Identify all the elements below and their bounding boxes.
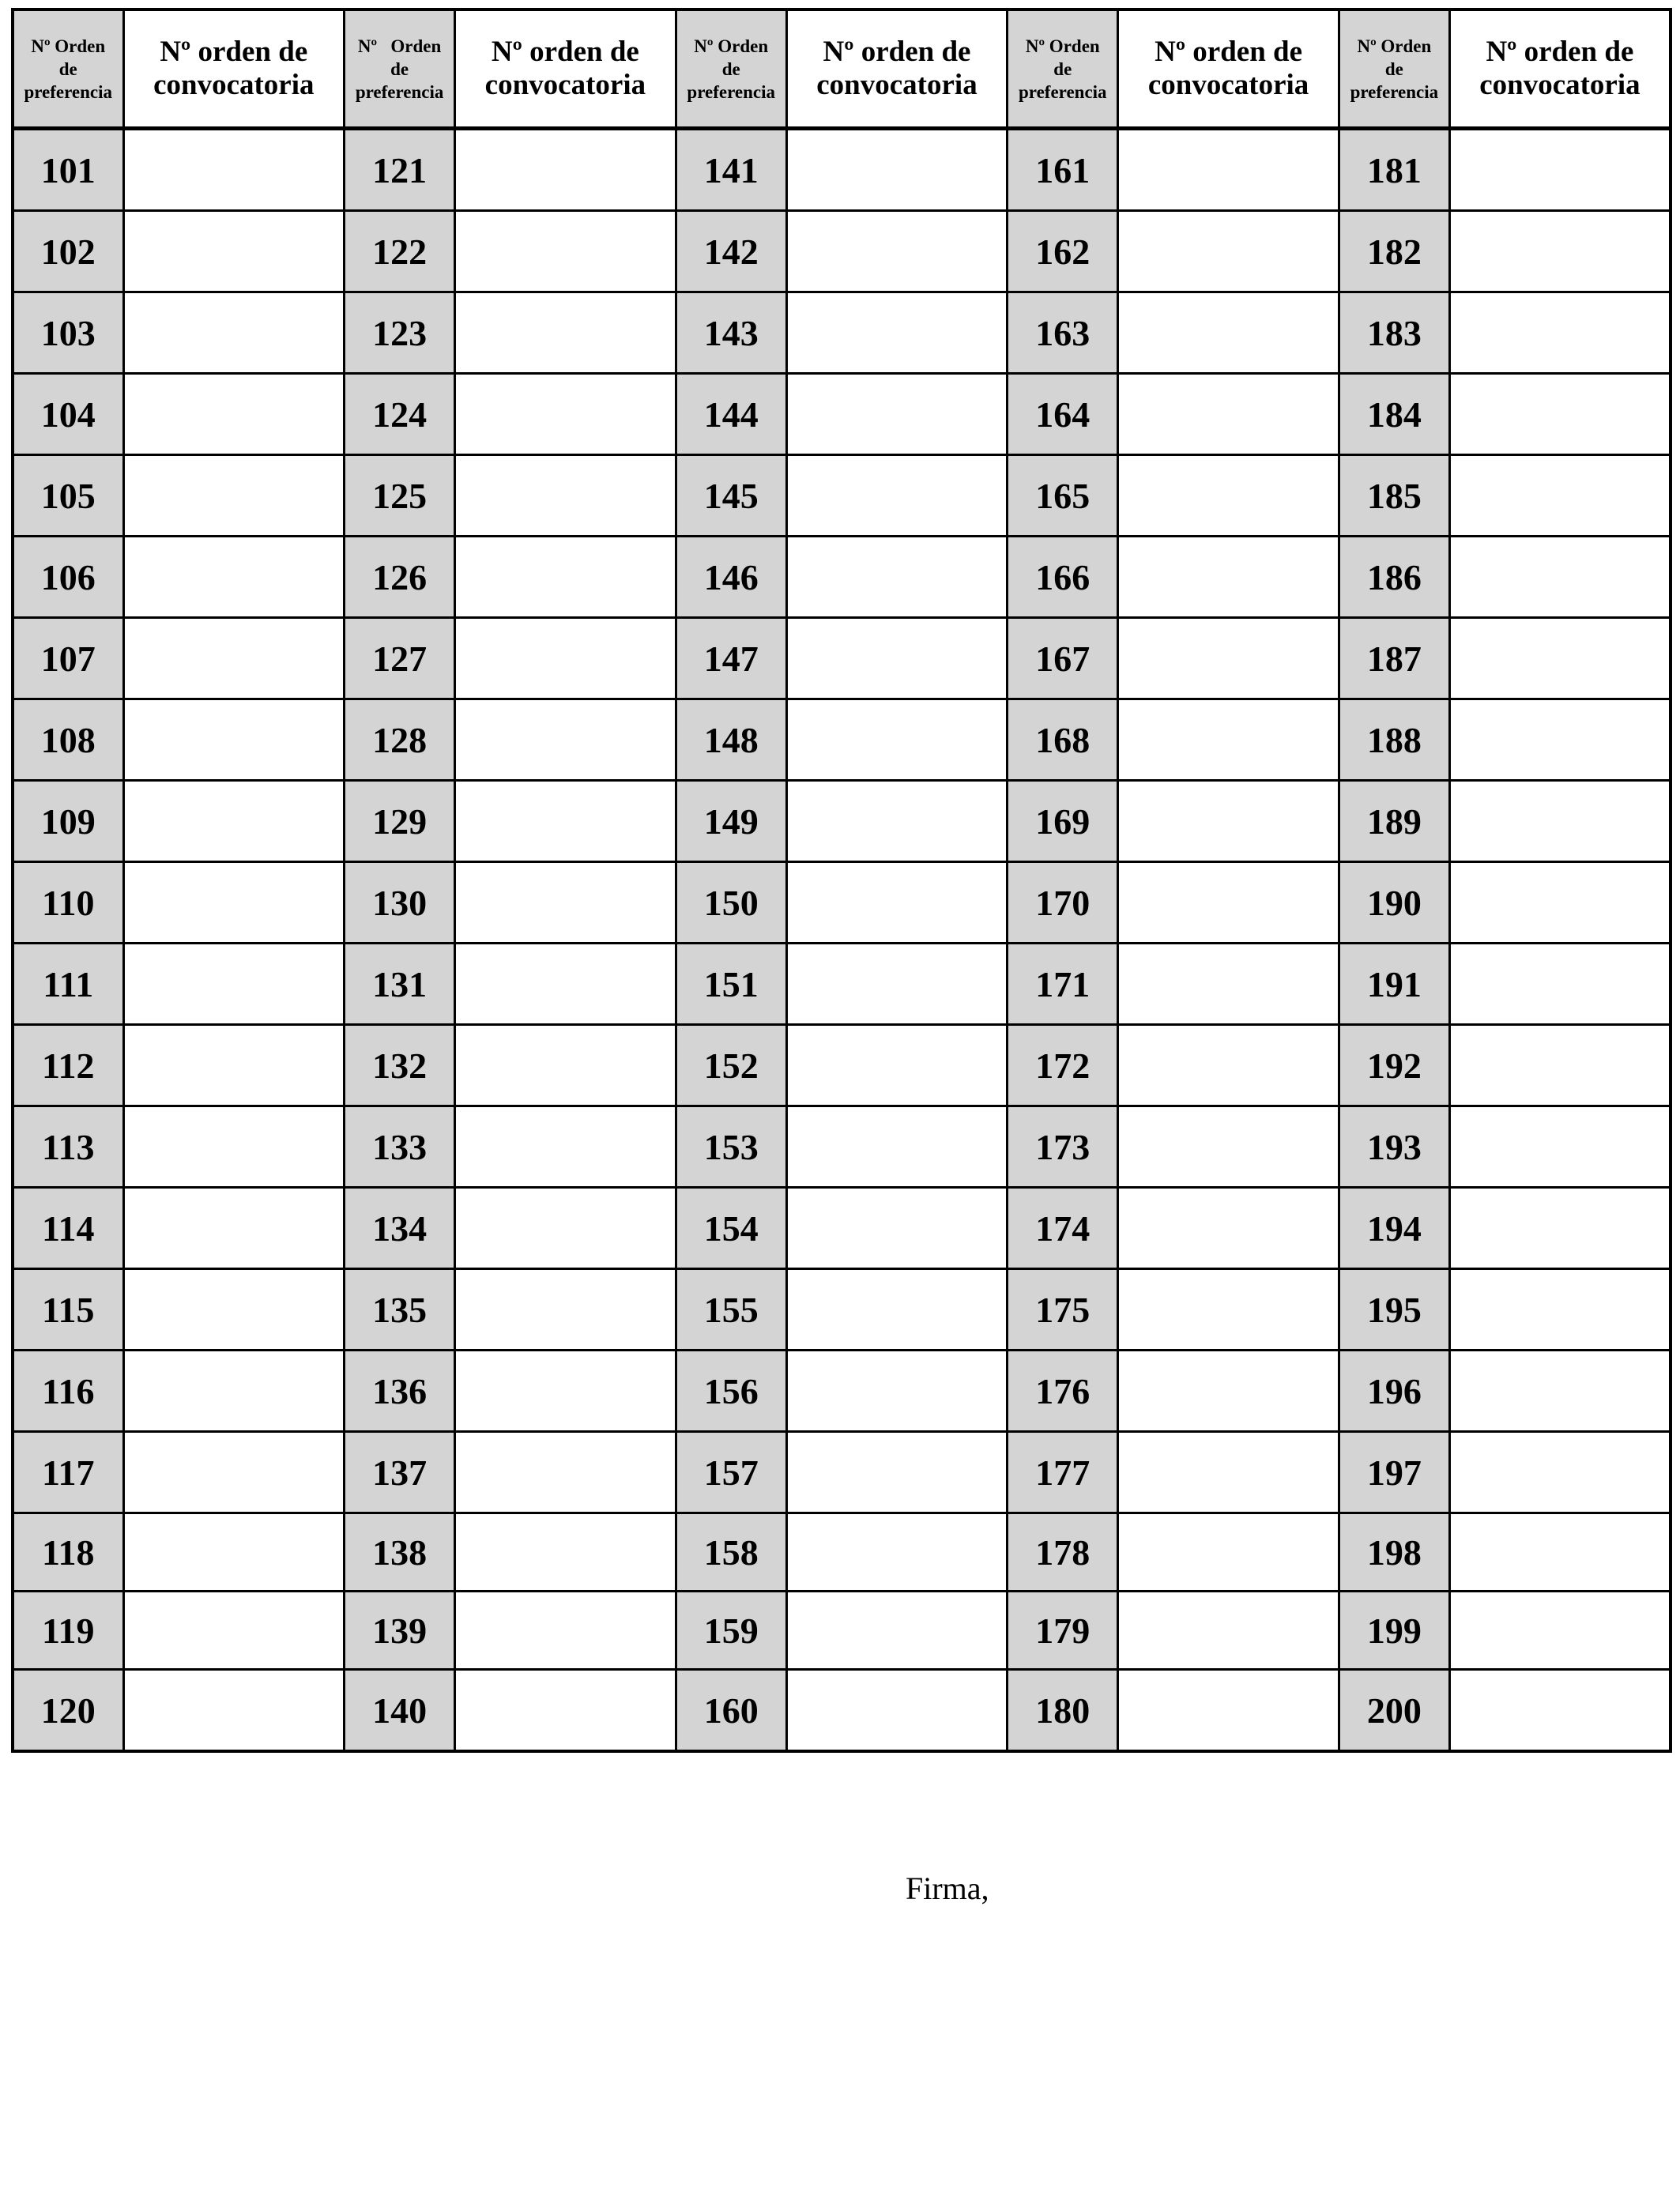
preference-number-cell: 136 — [345, 1351, 455, 1432]
preference-number-cell: 103 — [13, 292, 123, 374]
table-header — [13, 9, 1671, 129]
convocatoria-entry-cell[interactable] — [1449, 292, 1671, 374]
preference-number-cell: 122 — [345, 211, 455, 292]
convocatoria-entry-cell[interactable] — [1118, 1670, 1339, 1752]
preference-number-cell: 194 — [1339, 1188, 1449, 1269]
header-line: Nº Orden — [694, 36, 769, 56]
convocatoria-entry-cell[interactable] — [123, 211, 345, 292]
preference-number-cell: 104 — [13, 374, 123, 455]
header-line: convocatoria — [816, 69, 977, 101]
preference-number-cell: 186 — [1339, 537, 1449, 618]
preference-number-cell: 179 — [1008, 1592, 1118, 1670]
preference-number-cell: 127 — [345, 618, 455, 699]
preference-number-cell: 149 — [676, 781, 786, 862]
header-line: convocatoria — [484, 69, 646, 101]
convocatoria-entry-cell[interactable] — [786, 1513, 1008, 1592]
preference-number-cell: 145 — [676, 455, 786, 537]
convocatoria-entry-cell[interactable] — [1449, 1670, 1671, 1752]
convocatoria-entry-cell[interactable] — [455, 1670, 676, 1752]
preference-number-cell: 108 — [13, 699, 123, 781]
preference-number-cell: 106 — [13, 537, 123, 618]
signature-label: Firma, — [906, 1871, 989, 1906]
preference-number-cell: 180 — [1008, 1670, 1118, 1752]
convocatoria-entry-cell[interactable] — [786, 1670, 1008, 1752]
header-line: de — [1053, 58, 1072, 79]
convocatoria-entry-cell[interactable] — [1118, 1269, 1339, 1351]
table-row — [13, 781, 1671, 862]
preference-number-cell: 196 — [1339, 1351, 1449, 1432]
header-line: Nº Orden — [1025, 36, 1100, 56]
convocatoria-entry-cell[interactable] — [1118, 1106, 1339, 1188]
convocatoria-entry-cell[interactable] — [123, 618, 345, 699]
table-row — [13, 1188, 1671, 1269]
preference-number-cell: 133 — [345, 1106, 455, 1188]
header-line: Nº orden de — [1155, 36, 1303, 68]
convocatoria-entry-cell[interactable] — [1449, 1351, 1671, 1432]
convocatoria-entry-cell[interactable] — [786, 944, 1008, 1025]
preference-number-cell: 166 — [1008, 537, 1118, 618]
preference-number-cell: 170 — [1008, 862, 1118, 944]
preference-number-cell: 121 — [345, 129, 455, 211]
preference-number-cell: 159 — [676, 1592, 786, 1670]
preference-number-cell: 109 — [13, 781, 123, 862]
convocatoria-entry-cell[interactable] — [786, 1592, 1008, 1670]
convocatoria-entry-cell[interactable] — [455, 292, 676, 374]
header-line: convocatoria — [1147, 69, 1309, 101]
header-orden-convocatoria — [123, 9, 345, 129]
preference-number-cell: 200 — [1339, 1670, 1449, 1752]
header-orden-convocatoria — [786, 9, 1008, 129]
convocatoria-entry-cell[interactable] — [786, 292, 1008, 374]
preference-number-cell: 102 — [13, 211, 123, 292]
convocatoria-entry-cell[interactable] — [1449, 374, 1671, 455]
convocatoria-entry-cell[interactable] — [1449, 862, 1671, 944]
convocatoria-entry-cell[interactable] — [455, 1513, 676, 1592]
preference-number-cell: 147 — [676, 618, 786, 699]
preference-number-cell: 123 — [345, 292, 455, 374]
preference-number-cell: 131 — [345, 944, 455, 1025]
preference-number-cell: 119 — [13, 1592, 123, 1670]
preference-number-cell: 182 — [1339, 211, 1449, 292]
header-row — [13, 9, 1671, 129]
preference-number-cell: 195 — [1339, 1269, 1449, 1351]
convocatoria-entry-cell[interactable] — [1449, 455, 1671, 537]
convocatoria-entry-cell[interactable] — [123, 862, 345, 944]
header-line: Nº orden de — [1486, 36, 1634, 68]
header-line: preferencia — [1019, 81, 1107, 102]
header-orden-preferencia — [1008, 9, 1118, 129]
convocatoria-entry-cell[interactable] — [786, 374, 1008, 455]
convocatoria-entry-cell[interactable] — [123, 1432, 345, 1513]
convocatoria-entry-cell[interactable] — [455, 944, 676, 1025]
preference-number-cell: 139 — [345, 1592, 455, 1670]
table-row — [13, 1432, 1671, 1513]
convocatoria-entry-cell[interactable] — [1118, 699, 1339, 781]
convocatoria-entry-cell[interactable] — [123, 1188, 345, 1269]
preference-number-cell: 101 — [13, 129, 123, 211]
header-line: Nº Orden — [1357, 36, 1432, 56]
convocatoria-entry-cell[interactable] — [786, 781, 1008, 862]
convocatoria-entry-cell[interactable] — [786, 699, 1008, 781]
convocatoria-entry-cell[interactable] — [1449, 944, 1671, 1025]
preference-number-cell: 120 — [13, 1670, 123, 1752]
table-row — [13, 699, 1671, 781]
preference-number-cell: 173 — [1008, 1106, 1118, 1188]
table-row — [13, 1106, 1671, 1188]
preference-number-cell: 154 — [676, 1188, 786, 1269]
preference-number-cell: 190 — [1339, 862, 1449, 944]
header-line: convocatoria — [153, 69, 315, 101]
preference-number-cell: 192 — [1339, 1025, 1449, 1106]
preference-number-cell: 146 — [676, 537, 786, 618]
convocatoria-entry-cell[interactable] — [786, 862, 1008, 944]
table-row — [13, 374, 1671, 455]
header-line: Nº orden de — [823, 36, 971, 68]
header-orden-preferencia — [13, 9, 123, 129]
convocatoria-entry-cell[interactable] — [1118, 781, 1339, 862]
preference-number-cell: 167 — [1008, 618, 1118, 699]
preference-number-cell: 117 — [13, 1432, 123, 1513]
convocatoria-entry-cell[interactable] — [1118, 1351, 1339, 1432]
convocatoria-entry-cell[interactable] — [455, 455, 676, 537]
convocatoria-entry-cell[interactable] — [1449, 1106, 1671, 1188]
table-row — [13, 455, 1671, 537]
convocatoria-entry-cell[interactable] — [123, 781, 345, 862]
convocatoria-entry-cell[interactable] — [1449, 781, 1671, 862]
preference-number-cell: 155 — [676, 1269, 786, 1351]
header-orden-convocatoria — [455, 9, 676, 129]
preference-number-cell: 144 — [676, 374, 786, 455]
table-row — [13, 1592, 1671, 1670]
preference-number-cell: 171 — [1008, 944, 1118, 1025]
preference-number-cell: 129 — [345, 781, 455, 862]
convocatoria-entry-cell[interactable] — [123, 129, 345, 211]
header-line: Nº Orden — [31, 36, 106, 56]
convocatoria-entry-cell[interactable] — [123, 292, 345, 374]
preference-number-cell: 148 — [676, 699, 786, 781]
header-line: preferencia — [355, 81, 444, 102]
table-row — [13, 292, 1671, 374]
preference-number-cell: 157 — [676, 1432, 786, 1513]
preference-number-cell: 184 — [1339, 374, 1449, 455]
convocatoria-entry-cell[interactable] — [1449, 1432, 1671, 1513]
convocatoria-entry-cell[interactable] — [1118, 862, 1339, 944]
convocatoria-entry-cell[interactable] — [455, 862, 676, 944]
table-row — [13, 1269, 1671, 1351]
header-line: Nº Orden — [357, 36, 442, 56]
preference-number-cell: 115 — [13, 1269, 123, 1351]
preference-number-cell: 111 — [13, 944, 123, 1025]
convocatoria-entry-cell[interactable] — [786, 618, 1008, 699]
convocatoria-entry-cell[interactable] — [1449, 1513, 1671, 1592]
table-row — [13, 537, 1671, 618]
preference-number-cell: 114 — [13, 1188, 123, 1269]
table-row — [13, 129, 1671, 211]
convocatoria-entry-cell[interactable] — [1118, 944, 1339, 1025]
preference-number-cell: 172 — [1008, 1025, 1118, 1106]
preference-number-cell: 113 — [13, 1106, 123, 1188]
table-row — [13, 1351, 1671, 1432]
convocatoria-entry-cell[interactable] — [1449, 129, 1671, 211]
preference-number-cell: 185 — [1339, 455, 1449, 537]
convocatoria-entry-cell[interactable] — [123, 455, 345, 537]
convocatoria-entry-cell[interactable] — [786, 1269, 1008, 1351]
preference-number-cell: 134 — [345, 1188, 455, 1269]
preference-number-cell: 130 — [345, 862, 455, 944]
table-row — [13, 1513, 1671, 1592]
convocatoria-entry-cell[interactable] — [1118, 211, 1339, 292]
preference-number-cell: 132 — [345, 1025, 455, 1106]
preference-number-cell: 126 — [345, 537, 455, 618]
header-line: Nº orden de — [491, 36, 639, 68]
convocatoria-entry-cell[interactable] — [123, 1513, 345, 1592]
table-row — [13, 211, 1671, 292]
preference-number-cell: 140 — [345, 1670, 455, 1752]
preference-number-cell: 138 — [345, 1513, 455, 1592]
preference-number-cell: 187 — [1339, 618, 1449, 699]
preference-table — [11, 8, 1672, 1753]
table-body — [13, 129, 1671, 1752]
convocatoria-entry-cell[interactable] — [1449, 618, 1671, 699]
convocatoria-entry-cell[interactable] — [455, 1269, 676, 1351]
convocatoria-entry-cell[interactable] — [455, 374, 676, 455]
convocatoria-entry-cell[interactable] — [123, 1351, 345, 1432]
preference-number-cell: 137 — [345, 1432, 455, 1513]
header-orden-convocatoria — [1118, 9, 1339, 129]
header-line: de — [58, 58, 77, 79]
convocatoria-entry-cell[interactable] — [455, 618, 676, 699]
preference-number-cell: 143 — [676, 292, 786, 374]
preference-number-cell: 135 — [345, 1269, 455, 1351]
preference-number-cell: 197 — [1339, 1432, 1449, 1513]
preference-number-cell: 110 — [13, 862, 123, 944]
preference-number-cell: 163 — [1008, 292, 1118, 374]
convocatoria-entry-cell[interactable] — [123, 699, 345, 781]
convocatoria-entry-cell[interactable] — [455, 781, 676, 862]
preference-number-cell: 168 — [1008, 699, 1118, 781]
convocatoria-entry-cell[interactable] — [455, 699, 676, 781]
preference-number-cell: 175 — [1008, 1269, 1118, 1351]
convocatoria-entry-cell[interactable] — [1118, 292, 1339, 374]
convocatoria-entry-cell[interactable] — [123, 1670, 345, 1752]
convocatoria-entry-cell[interactable] — [1118, 1432, 1339, 1513]
preference-number-cell: 156 — [676, 1351, 786, 1432]
convocatoria-entry-cell[interactable] — [1118, 129, 1339, 211]
preference-number-cell: 118 — [13, 1513, 123, 1592]
preference-number-cell: 162 — [1008, 211, 1118, 292]
preference-number-cell: 165 — [1008, 455, 1118, 537]
convocatoria-entry-cell[interactable] — [1449, 211, 1671, 292]
convocatoria-entry-cell[interactable] — [123, 537, 345, 618]
preference-number-cell: 183 — [1339, 292, 1449, 374]
table-row — [13, 944, 1671, 1025]
preference-number-cell: 116 — [13, 1351, 123, 1432]
convocatoria-entry-cell[interactable] — [123, 1269, 345, 1351]
header-line: de — [1384, 58, 1403, 79]
convocatoria-entry-cell[interactable] — [123, 374, 345, 455]
preference-number-cell: 198 — [1339, 1513, 1449, 1592]
convocatoria-entry-cell[interactable] — [1118, 1592, 1339, 1670]
preference-number-cell: 177 — [1008, 1432, 1118, 1513]
preference-number-cell: 107 — [13, 618, 123, 699]
convocatoria-entry-cell[interactable] — [455, 1351, 676, 1432]
convocatoria-entry-cell[interactable] — [1449, 1269, 1671, 1351]
convocatoria-entry-cell[interactable] — [455, 537, 676, 618]
convocatoria-entry-cell[interactable] — [786, 129, 1008, 211]
header-line: preferencia — [24, 81, 113, 102]
header-orden-preferencia — [676, 9, 786, 129]
preference-number-cell: 160 — [676, 1670, 786, 1752]
table-row — [13, 1670, 1671, 1752]
convocatoria-entry-cell[interactable] — [1118, 618, 1339, 699]
convocatoria-entry-cell[interactable] — [1118, 1188, 1339, 1269]
preference-number-cell: 153 — [676, 1106, 786, 1188]
convocatoria-entry-cell[interactable] — [455, 1592, 676, 1670]
convocatoria-entry-cell[interactable] — [455, 129, 676, 211]
convocatoria-entry-cell[interactable] — [1449, 699, 1671, 781]
preference-number-cell: 150 — [676, 862, 786, 944]
convocatoria-entry-cell[interactable] — [455, 1432, 676, 1513]
convocatoria-entry-cell[interactable] — [123, 1025, 345, 1106]
preference-number-cell: 188 — [1339, 699, 1449, 781]
preference-number-cell: 161 — [1008, 129, 1118, 211]
convocatoria-entry-cell[interactable] — [455, 1106, 676, 1188]
convocatoria-entry-cell[interactable] — [786, 1188, 1008, 1269]
convocatoria-entry-cell[interactable] — [786, 1432, 1008, 1513]
preference-number-cell: 128 — [345, 699, 455, 781]
convocatoria-entry-cell[interactable] — [1118, 1025, 1339, 1106]
preference-number-cell: 174 — [1008, 1188, 1118, 1269]
header-line: de — [390, 58, 409, 79]
header-line: Nº orden de — [160, 36, 308, 68]
preference-number-cell: 178 — [1008, 1513, 1118, 1592]
convocatoria-entry-cell[interactable] — [786, 1025, 1008, 1106]
preference-number-cell: 124 — [345, 374, 455, 455]
convocatoria-entry-cell[interactable] — [1118, 455, 1339, 537]
header-orden-preferencia — [345, 9, 455, 129]
preference-number-cell: 142 — [676, 211, 786, 292]
header-line: convocatoria — [1479, 69, 1640, 101]
convocatoria-entry-cell[interactable] — [786, 1351, 1008, 1432]
convocatoria-entry-cell[interactable] — [786, 1106, 1008, 1188]
table-row — [13, 1025, 1671, 1106]
convocatoria-entry-cell[interactable] — [1118, 537, 1339, 618]
convocatoria-entry-cell[interactable] — [1449, 537, 1671, 618]
convocatoria-entry-cell[interactable] — [1118, 374, 1339, 455]
preference-number-cell: 199 — [1339, 1592, 1449, 1670]
convocatoria-entry-cell[interactable] — [1449, 1188, 1671, 1269]
preference-number-cell: 193 — [1339, 1106, 1449, 1188]
preference-number-cell: 158 — [676, 1513, 786, 1592]
preference-number-cell: 189 — [1339, 781, 1449, 862]
preference-number-cell: 125 — [345, 455, 455, 537]
header-orden-convocatoria — [1449, 9, 1671, 129]
convocatoria-entry-cell[interactable] — [786, 211, 1008, 292]
preference-number-cell: 152 — [676, 1025, 786, 1106]
preference-number-cell: 105 — [13, 455, 123, 537]
table-row — [13, 618, 1671, 699]
header-orden-preferencia — [1339, 9, 1449, 129]
preference-number-cell: 191 — [1339, 944, 1449, 1025]
preference-number-cell: 164 — [1008, 374, 1118, 455]
table-row — [13, 862, 1671, 944]
preference-number-cell: 151 — [676, 944, 786, 1025]
header-line: preferencia — [1350, 81, 1439, 102]
convocatoria-entry-cell[interactable] — [455, 1188, 676, 1269]
preference-number-cell: 169 — [1008, 781, 1118, 862]
convocatoria-entry-cell[interactable] — [786, 455, 1008, 537]
preference-number-cell: 112 — [13, 1025, 123, 1106]
convocatoria-entry-cell[interactable] — [123, 1106, 345, 1188]
convocatoria-entry-cell[interactable] — [1449, 1592, 1671, 1670]
convocatoria-entry-cell[interactable] — [455, 211, 676, 292]
convocatoria-entry-cell[interactable] — [123, 1592, 345, 1670]
header-line: de — [721, 58, 740, 79]
preference-number-cell: 176 — [1008, 1351, 1118, 1432]
convocatoria-entry-cell[interactable] — [123, 944, 345, 1025]
preference-number-cell: 181 — [1339, 129, 1449, 211]
convocatoria-entry-cell[interactable] — [786, 537, 1008, 618]
preference-number-cell: 141 — [676, 129, 786, 211]
convocatoria-entry-cell[interactable] — [1118, 1513, 1339, 1592]
header-line: preferencia — [687, 81, 775, 102]
convocatoria-entry-cell[interactable] — [1449, 1025, 1671, 1106]
convocatoria-entry-cell[interactable] — [455, 1025, 676, 1106]
